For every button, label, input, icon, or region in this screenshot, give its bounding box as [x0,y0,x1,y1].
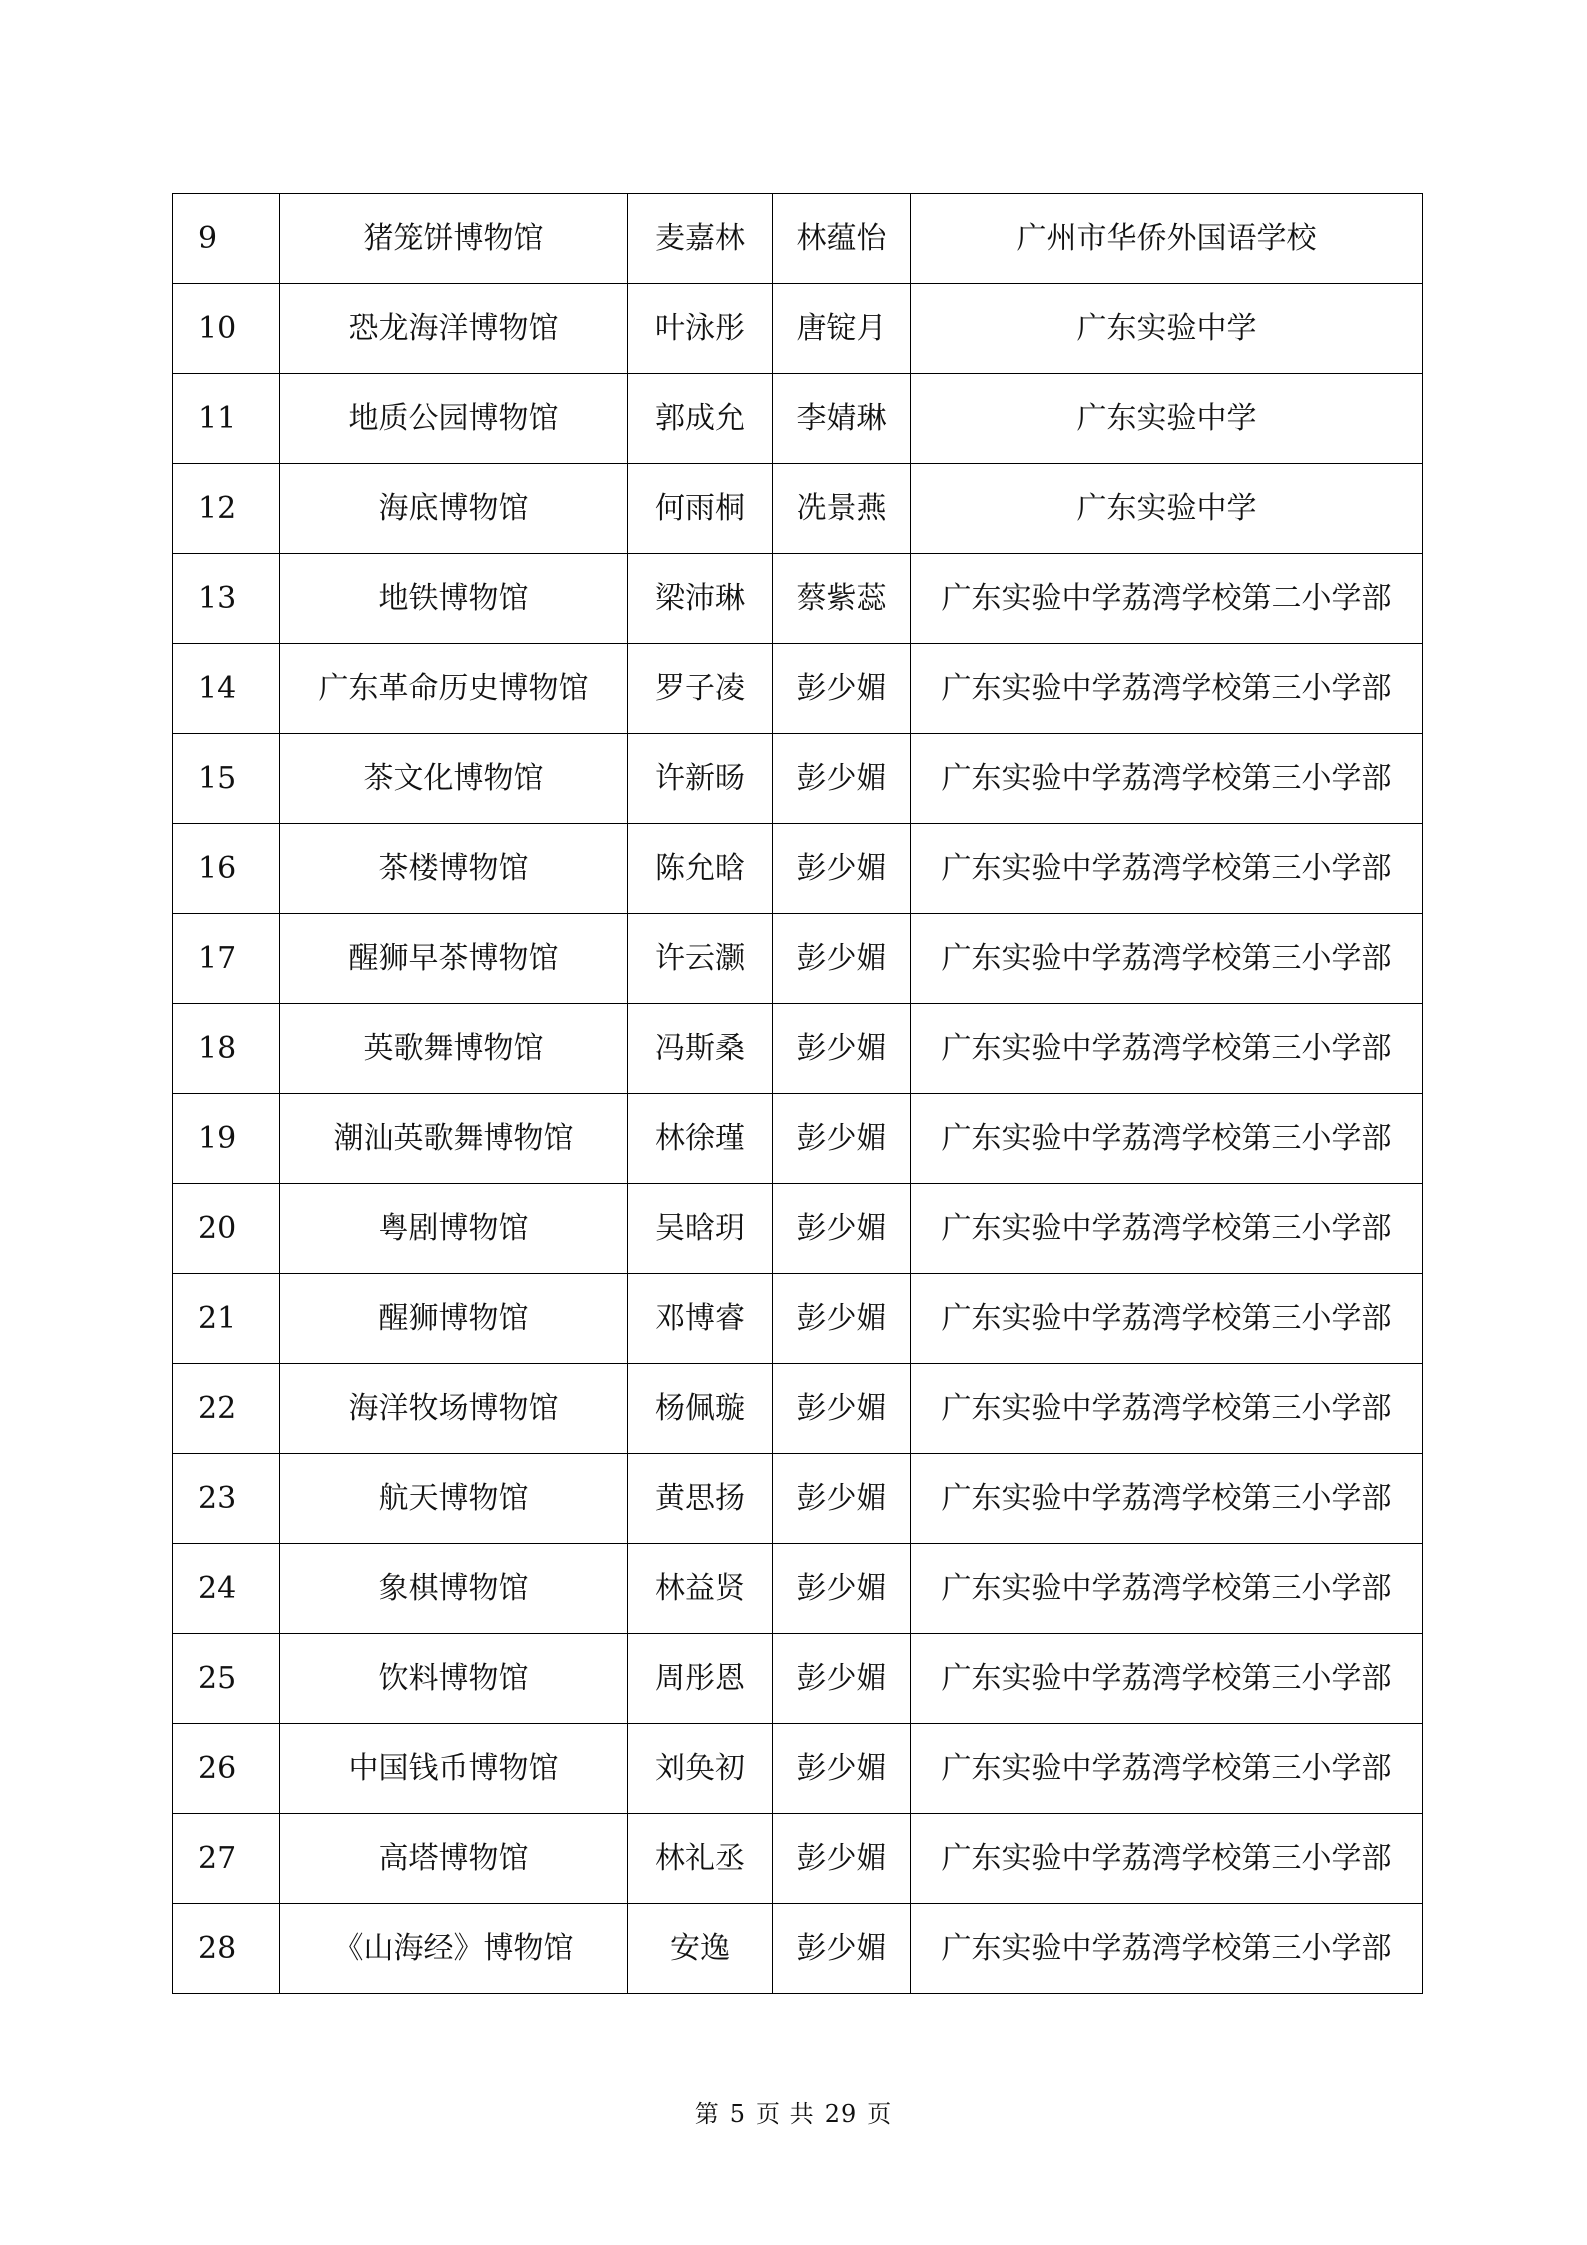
current-page-number: 5 [729,2100,747,2128]
row-number-cell: 21 [173,1274,280,1364]
table-row [173,1184,1423,1274]
teacher-name-cell: 彭少媚 [773,1004,911,1094]
school-name-cell: 广东实验中学荔湾学校第三小学部 [911,644,1423,734]
row-number-cell: 16 [173,824,280,914]
row-number-cell: 27 [173,1814,280,1904]
teacher-name-cell: 彭少媚 [773,1454,911,1544]
teacher-name-cell: 彭少媚 [773,1274,911,1364]
table-row [173,1364,1423,1454]
museum-name-cell: 地铁博物馆 [280,554,628,644]
row-number-cell: 9 [173,194,280,284]
row-number-cell: 14 [173,644,280,734]
student-name-cell: 何雨桐 [628,464,773,554]
museum-name-cell: 猪笼饼博物馆 [280,194,628,284]
school-name-cell: 广东实验中学荔湾学校第二小学部 [911,554,1423,644]
page-prefix: 第 [694,2100,720,2128]
award-table [172,193,1423,1994]
teacher-name-cell: 彭少媚 [773,824,911,914]
table-row [173,374,1423,464]
student-name-cell: 杨佩璇 [628,1364,773,1454]
museum-name-cell: 海底博物馆 [280,464,628,554]
museum-name-cell: 地质公园博物馆 [280,374,628,464]
teacher-name-cell: 彭少媚 [773,1814,911,1904]
table-row [173,1004,1423,1094]
teacher-name-cell: 彭少媚 [773,1184,911,1274]
page-footer [0,2094,1587,2129]
total-pages-number: 29 [824,2100,858,2128]
school-name-cell: 广东实验中学荔湾学校第三小学部 [911,1094,1423,1184]
museum-name-cell: 饮料博物馆 [280,1634,628,1724]
table-row [173,1634,1423,1724]
student-name-cell: 郭成允 [628,374,773,464]
teacher-name-cell: 蔡紫蕊 [773,554,911,644]
row-number-cell: 15 [173,734,280,824]
teacher-name-cell: 彭少媚 [773,644,911,734]
row-number-cell: 22 [173,1364,280,1454]
student-name-cell: 周彤恩 [628,1634,773,1724]
teacher-name-cell: 唐锭月 [773,284,911,374]
table-row [173,1274,1423,1364]
student-name-cell: 林益贤 [628,1544,773,1634]
teacher-name-cell: 彭少媚 [773,1364,911,1454]
museum-name-cell: 茶楼博物馆 [280,824,628,914]
table-row [173,1454,1423,1544]
student-name-cell: 冯斯桑 [628,1004,773,1094]
student-name-cell: 林礼丞 [628,1814,773,1904]
table-row [173,194,1423,284]
student-name-cell: 林徐瑾 [628,1094,773,1184]
table-row [173,1814,1423,1904]
table-row [173,284,1423,374]
award-table-body [173,194,1423,1994]
school-name-cell: 广东实验中学荔湾学校第三小学部 [911,1364,1423,1454]
museum-name-cell: 醒狮早茶博物馆 [280,914,628,1004]
school-name-cell: 广东实验中学荔湾学校第三小学部 [911,1454,1423,1544]
student-name-cell: 叶泳彤 [628,284,773,374]
student-name-cell: 罗子凌 [628,644,773,734]
museum-name-cell: 醒狮博物馆 [280,1274,628,1364]
student-name-cell: 刘奂初 [628,1724,773,1814]
row-number-cell: 17 [173,914,280,1004]
teacher-name-cell: 冼景燕 [773,464,911,554]
museum-name-cell: 《山海经》博物馆 [280,1904,628,1994]
page-middle-text: 页 共 [756,2100,815,2128]
museum-name-cell: 茶文化博物馆 [280,734,628,824]
row-number-cell: 12 [173,464,280,554]
student-name-cell: 邓博睿 [628,1274,773,1364]
row-number-cell: 18 [173,1004,280,1094]
table-row [173,644,1423,734]
school-name-cell: 广东实验中学荔湾学校第三小学部 [911,1904,1423,1994]
museum-name-cell: 英歌舞博物馆 [280,1004,628,1094]
teacher-name-cell: 彭少媚 [773,914,911,1004]
museum-name-cell: 高塔博物馆 [280,1814,628,1904]
school-name-cell: 广东实验中学荔湾学校第三小学部 [911,1274,1423,1364]
school-name-cell: 广州市华侨外国语学校 [911,194,1423,284]
row-number-cell: 23 [173,1454,280,1544]
table-row [173,914,1423,1004]
museum-name-cell: 粤剧博物馆 [280,1184,628,1274]
museum-name-cell: 中国钱币博物馆 [280,1724,628,1814]
row-number-cell: 11 [173,374,280,464]
row-number-cell: 10 [173,284,280,374]
table-row [173,1094,1423,1184]
museum-name-cell: 海洋牧场博物馆 [280,1364,628,1454]
teacher-name-cell: 彭少媚 [773,1544,911,1634]
student-name-cell: 麦嘉林 [628,194,773,284]
table-row [173,464,1423,554]
school-name-cell: 广东实验中学荔湾学校第三小学部 [911,1544,1423,1634]
school-name-cell: 广东实验中学荔湾学校第三小学部 [911,914,1423,1004]
school-name-cell: 广东实验中学荔湾学校第三小学部 [911,734,1423,824]
museum-name-cell: 广东革命历史博物馆 [280,644,628,734]
page-suffix: 页 [867,2100,893,2128]
school-name-cell: 广东实验中学 [911,464,1423,554]
teacher-name-cell: 彭少媚 [773,734,911,824]
teacher-name-cell: 彭少媚 [773,1724,911,1814]
row-number-cell: 19 [173,1094,280,1184]
teacher-name-cell: 彭少媚 [773,1094,911,1184]
table-row [173,824,1423,914]
student-name-cell: 黄思扬 [628,1454,773,1544]
row-number-cell: 28 [173,1904,280,1994]
museum-name-cell: 潮汕英歌舞博物馆 [280,1094,628,1184]
school-name-cell: 广东实验中学荔湾学校第三小学部 [911,1004,1423,1094]
teacher-name-cell: 彭少媚 [773,1634,911,1724]
teacher-name-cell: 彭少媚 [773,1904,911,1994]
row-number-cell: 13 [173,554,280,644]
school-name-cell: 广东实验中学荔湾学校第三小学部 [911,824,1423,914]
table-row [173,1724,1423,1814]
school-name-cell: 广东实验中学荔湾学校第三小学部 [911,1184,1423,1274]
row-number-cell: 20 [173,1184,280,1274]
row-number-cell: 24 [173,1544,280,1634]
teacher-name-cell: 李婧琳 [773,374,911,464]
student-name-cell: 许新旸 [628,734,773,824]
table-row [173,734,1423,824]
student-name-cell: 陈允晗 [628,824,773,914]
student-name-cell: 许云灏 [628,914,773,1004]
museum-name-cell: 象棋博物馆 [280,1544,628,1634]
student-name-cell: 安逸 [628,1904,773,1994]
table-row [173,1544,1423,1634]
row-number-cell: 26 [173,1724,280,1814]
school-name-cell: 广东实验中学 [911,284,1423,374]
row-number-cell: 25 [173,1634,280,1724]
table-row [173,554,1423,644]
museum-name-cell: 恐龙海洋博物馆 [280,284,628,374]
school-name-cell: 广东实验中学 [911,374,1423,464]
school-name-cell: 广东实验中学荔湾学校第三小学部 [911,1724,1423,1814]
school-name-cell: 广东实验中学荔湾学校第三小学部 [911,1634,1423,1724]
table-row [173,1904,1423,1994]
museum-name-cell: 航天博物馆 [280,1454,628,1544]
student-name-cell: 梁沛琳 [628,554,773,644]
student-name-cell: 吴晗玥 [628,1184,773,1274]
school-name-cell: 广东实验中学荔湾学校第三小学部 [911,1814,1423,1904]
teacher-name-cell: 林蕴怡 [773,194,911,284]
